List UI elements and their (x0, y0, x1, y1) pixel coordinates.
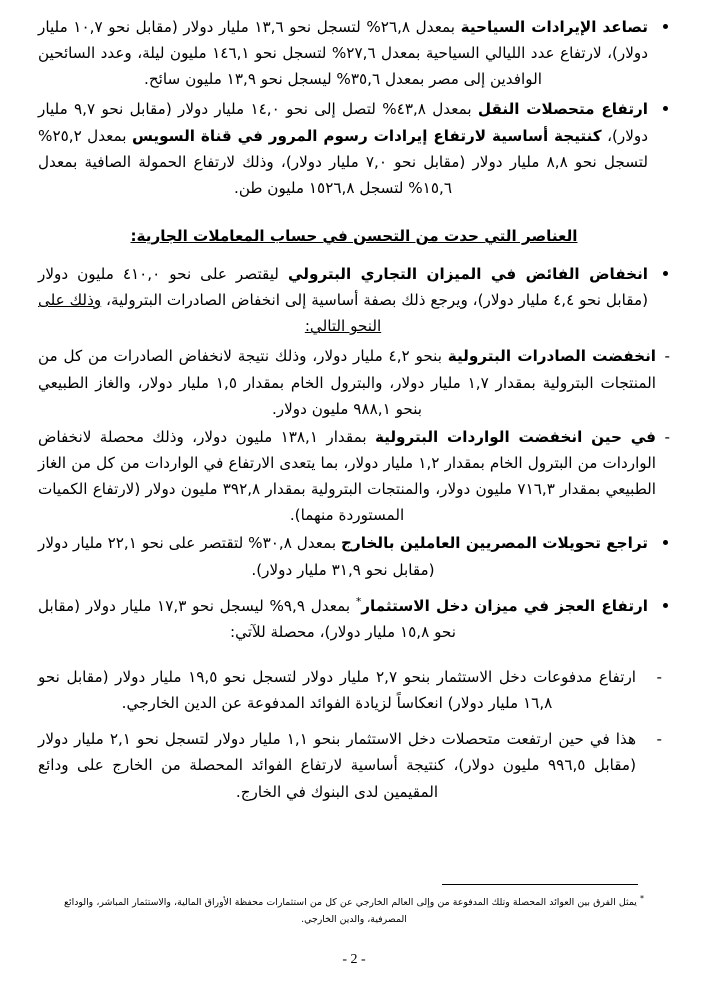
bullet-lead-phrase: ارتفاع العجز في ميزان دخل الاستثمار (361, 596, 649, 615)
dash-lead-phrase: في حين انخفضت الواردات البترولية (374, 427, 657, 446)
bullet-paragraph (38, 261, 648, 339)
bullet-body-text-b: بمعدل ٢٥,٢% لتسجل نحو ٨,٨ مليار دولار (مقابل نحو ٧,٠ مليار دولار)، وذلك لارتفاع الحمولة الصافية بمعدل ١٥,٦% لتسجل ١٥٢٦,٨ مليون طن. (38, 126, 648, 197)
top-bullet-list (38, 14, 670, 201)
bullet-workers-remittances (38, 530, 670, 582)
footnote-area (38, 884, 670, 928)
bullet-marker-icon (663, 603, 668, 608)
bullet-lead-phrase: ارتفاع متحصلات النقل (477, 100, 649, 119)
dash-marker-icon: - (664, 347, 670, 366)
bullet-transport-receipts (38, 96, 670, 201)
bullet-paragraph (38, 530, 648, 582)
bullet-emphasis-phrase: كنتيجة أساسية لارتفاع إيرادات رسوم المرور في قناة السويس (131, 126, 602, 145)
page-number: - 2 - (342, 952, 366, 967)
dash-marker-icon: - (664, 427, 670, 446)
dash-paragraph (38, 343, 656, 421)
bullet-marker-icon (663, 106, 668, 111)
bullet-body-text: بمعدل ٣٠,٨% لتقتصر على نحو ٢٢,١ مليار دولار (مقابل نحو ٣١,٩ مليار دولار). (38, 534, 435, 579)
dash-paragraph: ارتفاع مدفوعات دخل الاستثمار بنحو ٢,٧ مليار دولار لتسجل نحو ١٩,٥ مليار دولار (مقابل نحو ١٦,٨ مليار دولار) انعكاساً لزيادة الفوائد المدفوعة عن الدين الخارجي. (38, 668, 636, 713)
bullet-paragraph (38, 14, 648, 92)
dash-body-text: بمقدار ١٣٨,١ مليون دولار، وذلك محصلة لانخفاض الواردات من البترول الخام بمقدار ١,٢ مليار دولار، بما يتعدى الارتفاع في الواردات من كل من الغاز الطبيعي بمقدار ٧١٦,٣ مليون دولار، والمنتجات البترولية بمقدار ٣٩٢,٨ مليون دولار (لارتفاع الكميات المستوردة منهما). (38, 427, 656, 525)
dash-item-investment-payments (38, 664, 670, 716)
dash-body-text: بنحو ٤,٢ مليار دولار، وذلك نتيجة لانخفاض الصادرات من كل من المنتجات البترولية بمقدار ١,٧ مليار دولار، والبترول الخام بمقدار ١,٥ مليار دولار، والغاز الطبيعي بنحو ٩٨٨,١ مليون دولار. (38, 347, 656, 418)
bullet-lead-phrase: تصاعد الإيرادات السياحية (460, 18, 648, 36)
bullet-body-text: ليقتصر على نحو ٤١٠,٠ مليون دولار (مقابل نحو ٤,٤ مليار دولار)، ويرجع ذلك بصفة أساسية إلى انخفاض الصادرات البترولية، (38, 264, 649, 310)
bullet-paragraph (38, 593, 648, 645)
bullet-petroleum-trade-balance (38, 261, 670, 339)
dash-marker-icon: - (656, 730, 662, 749)
dash-item-petroleum-imports (38, 424, 670, 529)
section-heading: العناصر التي حدت من التحسن في حساب المعاملات الجارية: (130, 226, 578, 245)
dash-lead-phrase: انخفضت الصادرات البترولية (447, 347, 656, 366)
bullet-underlined-tail: وذلك على النحو التالي: (38, 291, 382, 336)
bullet-marker-icon (663, 540, 668, 545)
bullet-lead-phrase: تراجع تحويلات المصريين العاملين بالخارج (341, 534, 648, 553)
dash-item-investment-receipts (38, 726, 670, 804)
dash-marker-icon: - (656, 668, 662, 687)
footnote-reference-marker: * (355, 594, 362, 608)
dash-paragraph (38, 424, 656, 529)
bullet-body-text: بمعدل ٢٦,٨% لتسجل نحو ١٣,٦ مليار دولار (مقابل نحو ١٠,٧ مليار دولار)، لارتفاع عدد الليالي السياحية بمعدل ٢٧,٦% لتسجل نحو ١٤٦,١ مليون ليلة، وعدد السائحين الوافدين إلى مصر بمعدل ٣٥,٦% ليسجل نحو ١٣,٩ مليون سائح. (38, 18, 648, 89)
investment-dash-list (38, 664, 670, 805)
bullet-paragraph (38, 96, 648, 201)
bullet-tourism-revenues (38, 14, 670, 92)
bullet-body-text-a: بمعدل ٤٣,٨% لتصل إلى نحو ١٤,٠ مليار دولار (مقابل نحو ٩,٧ مليار دولار)، (38, 100, 649, 145)
footnote-marker: * (640, 893, 644, 903)
petroleum-dash-list (38, 343, 670, 528)
footnote-body: يمثل الفرق بين العوائد المحصلة وتلك المدفوعة من وإلى العالم الخارجي عن كل من استثمارات محفظة الأوراق المالية، والاستثمار المباشر، والودائع المصرفية، والدين الخارجي. (64, 897, 640, 925)
lower-bullet-list (38, 530, 670, 645)
bullet-marker-icon (663, 271, 668, 276)
footnote-text (38, 892, 670, 928)
bullet-body-text: بمعدل ٩,٩% ليسجل نحو ١٧,٣ مليار دولار (مقابل نحو ١٥,٨ مليار دولار)، محصلة للآتي: (38, 596, 456, 641)
bullet-lead-phrase: انخفاض الفائض في الميزان التجاري البترولي (287, 264, 648, 283)
dash-paragraph: هذا في حين ارتفعت متحصلات دخل الاستثمار بنحو ١,١ مليار دولار لتسجل نحو ٢,١ مليار دولار (مقابل ٩٩٦,٥ مليون دولار)، كنتيجة أساسية لارتفاع الفوائد المحصلة من الخارج على ودائع المقيمين لدى البنوك في الخارج. (38, 730, 636, 801)
bullet-investment-income-deficit (38, 593, 670, 645)
bullet-marker-icon (663, 24, 668, 29)
dash-item-petroleum-exports (38, 343, 670, 421)
spacer (38, 649, 670, 662)
footnote-separator-rule (442, 884, 638, 885)
petroleum-bullet-list (38, 261, 670, 339)
